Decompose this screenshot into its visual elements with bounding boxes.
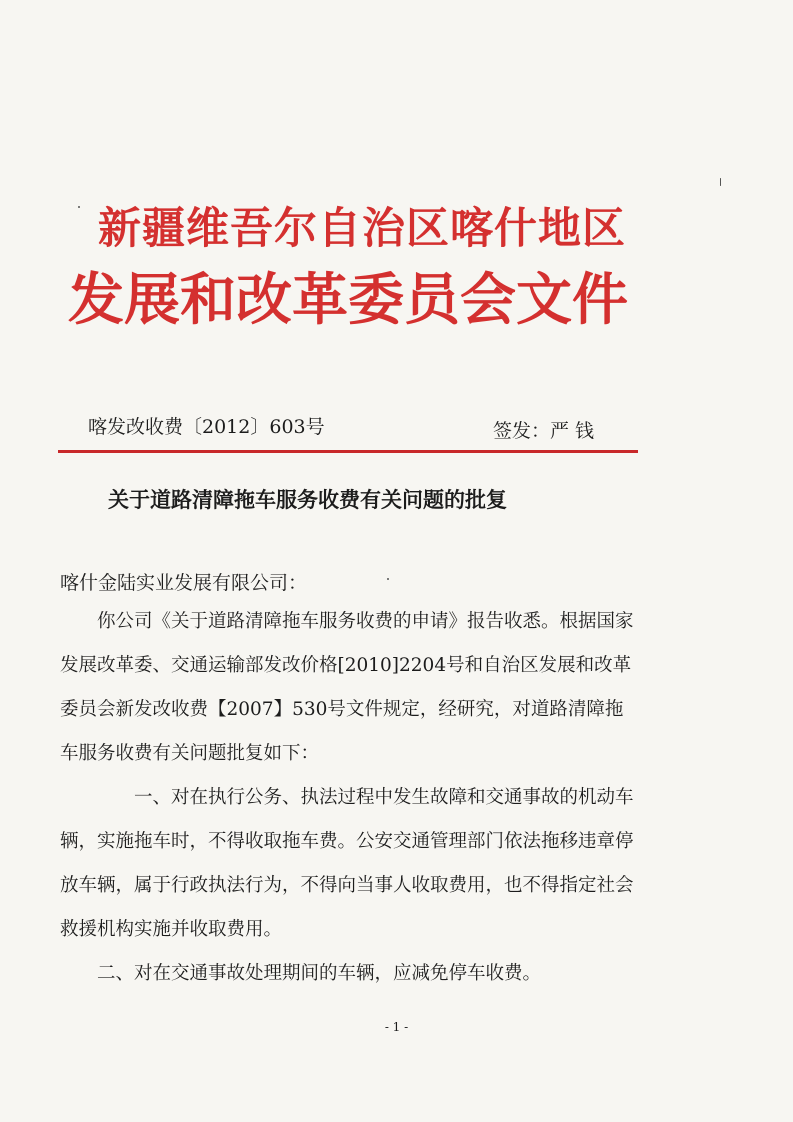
page-number: - 1 - [384, 1020, 409, 1034]
document-number: 喀发改收费〔2012〕603号 [88, 416, 325, 438]
issuer-line-1: 新疆维吾尔自治区喀什地区 [98, 204, 626, 254]
addressee: 喀什金陆实业发展有限公司： [60, 572, 308, 594]
scan-speck [720, 178, 721, 186]
document-body [60, 600, 640, 996]
body-paragraph-1: 你公司《关于道路清障拖车服务收费的申请》报告收悉。根据国家发展改革委、交通运输部发改价格[2010]2204号和自治区发展和改革委员会新发改收费【2007】530号文件规定，经研究，对道路清障拖车服务收费有关问题批复如下： [60, 611, 634, 764]
issuer-line-2: 发展和改革委员会文件 [68, 267, 628, 333]
scan-speck [387, 578, 389, 580]
red-divider-rule [58, 450, 638, 453]
signer: 签发：严 钱 [493, 420, 595, 442]
body-paragraph-2: 一、对在执行公务、执法过程中发生故障和交通事故的机动车辆，实施拖车时，不得收取拖车费。公安交通管理部门依法拖移违章停放车辆，属于行政执法行为，不得向当事人收取费用，也不得指定社会救援机构实施并收取费用。 [60, 787, 634, 940]
scan-speck [78, 206, 80, 208]
document-title: 关于道路清障拖车服务收费有关问题的批复 [108, 488, 507, 512]
body-paragraph-3: 二、对在交通事故处理期间的车辆，应减免停车收费。 [97, 963, 542, 984]
